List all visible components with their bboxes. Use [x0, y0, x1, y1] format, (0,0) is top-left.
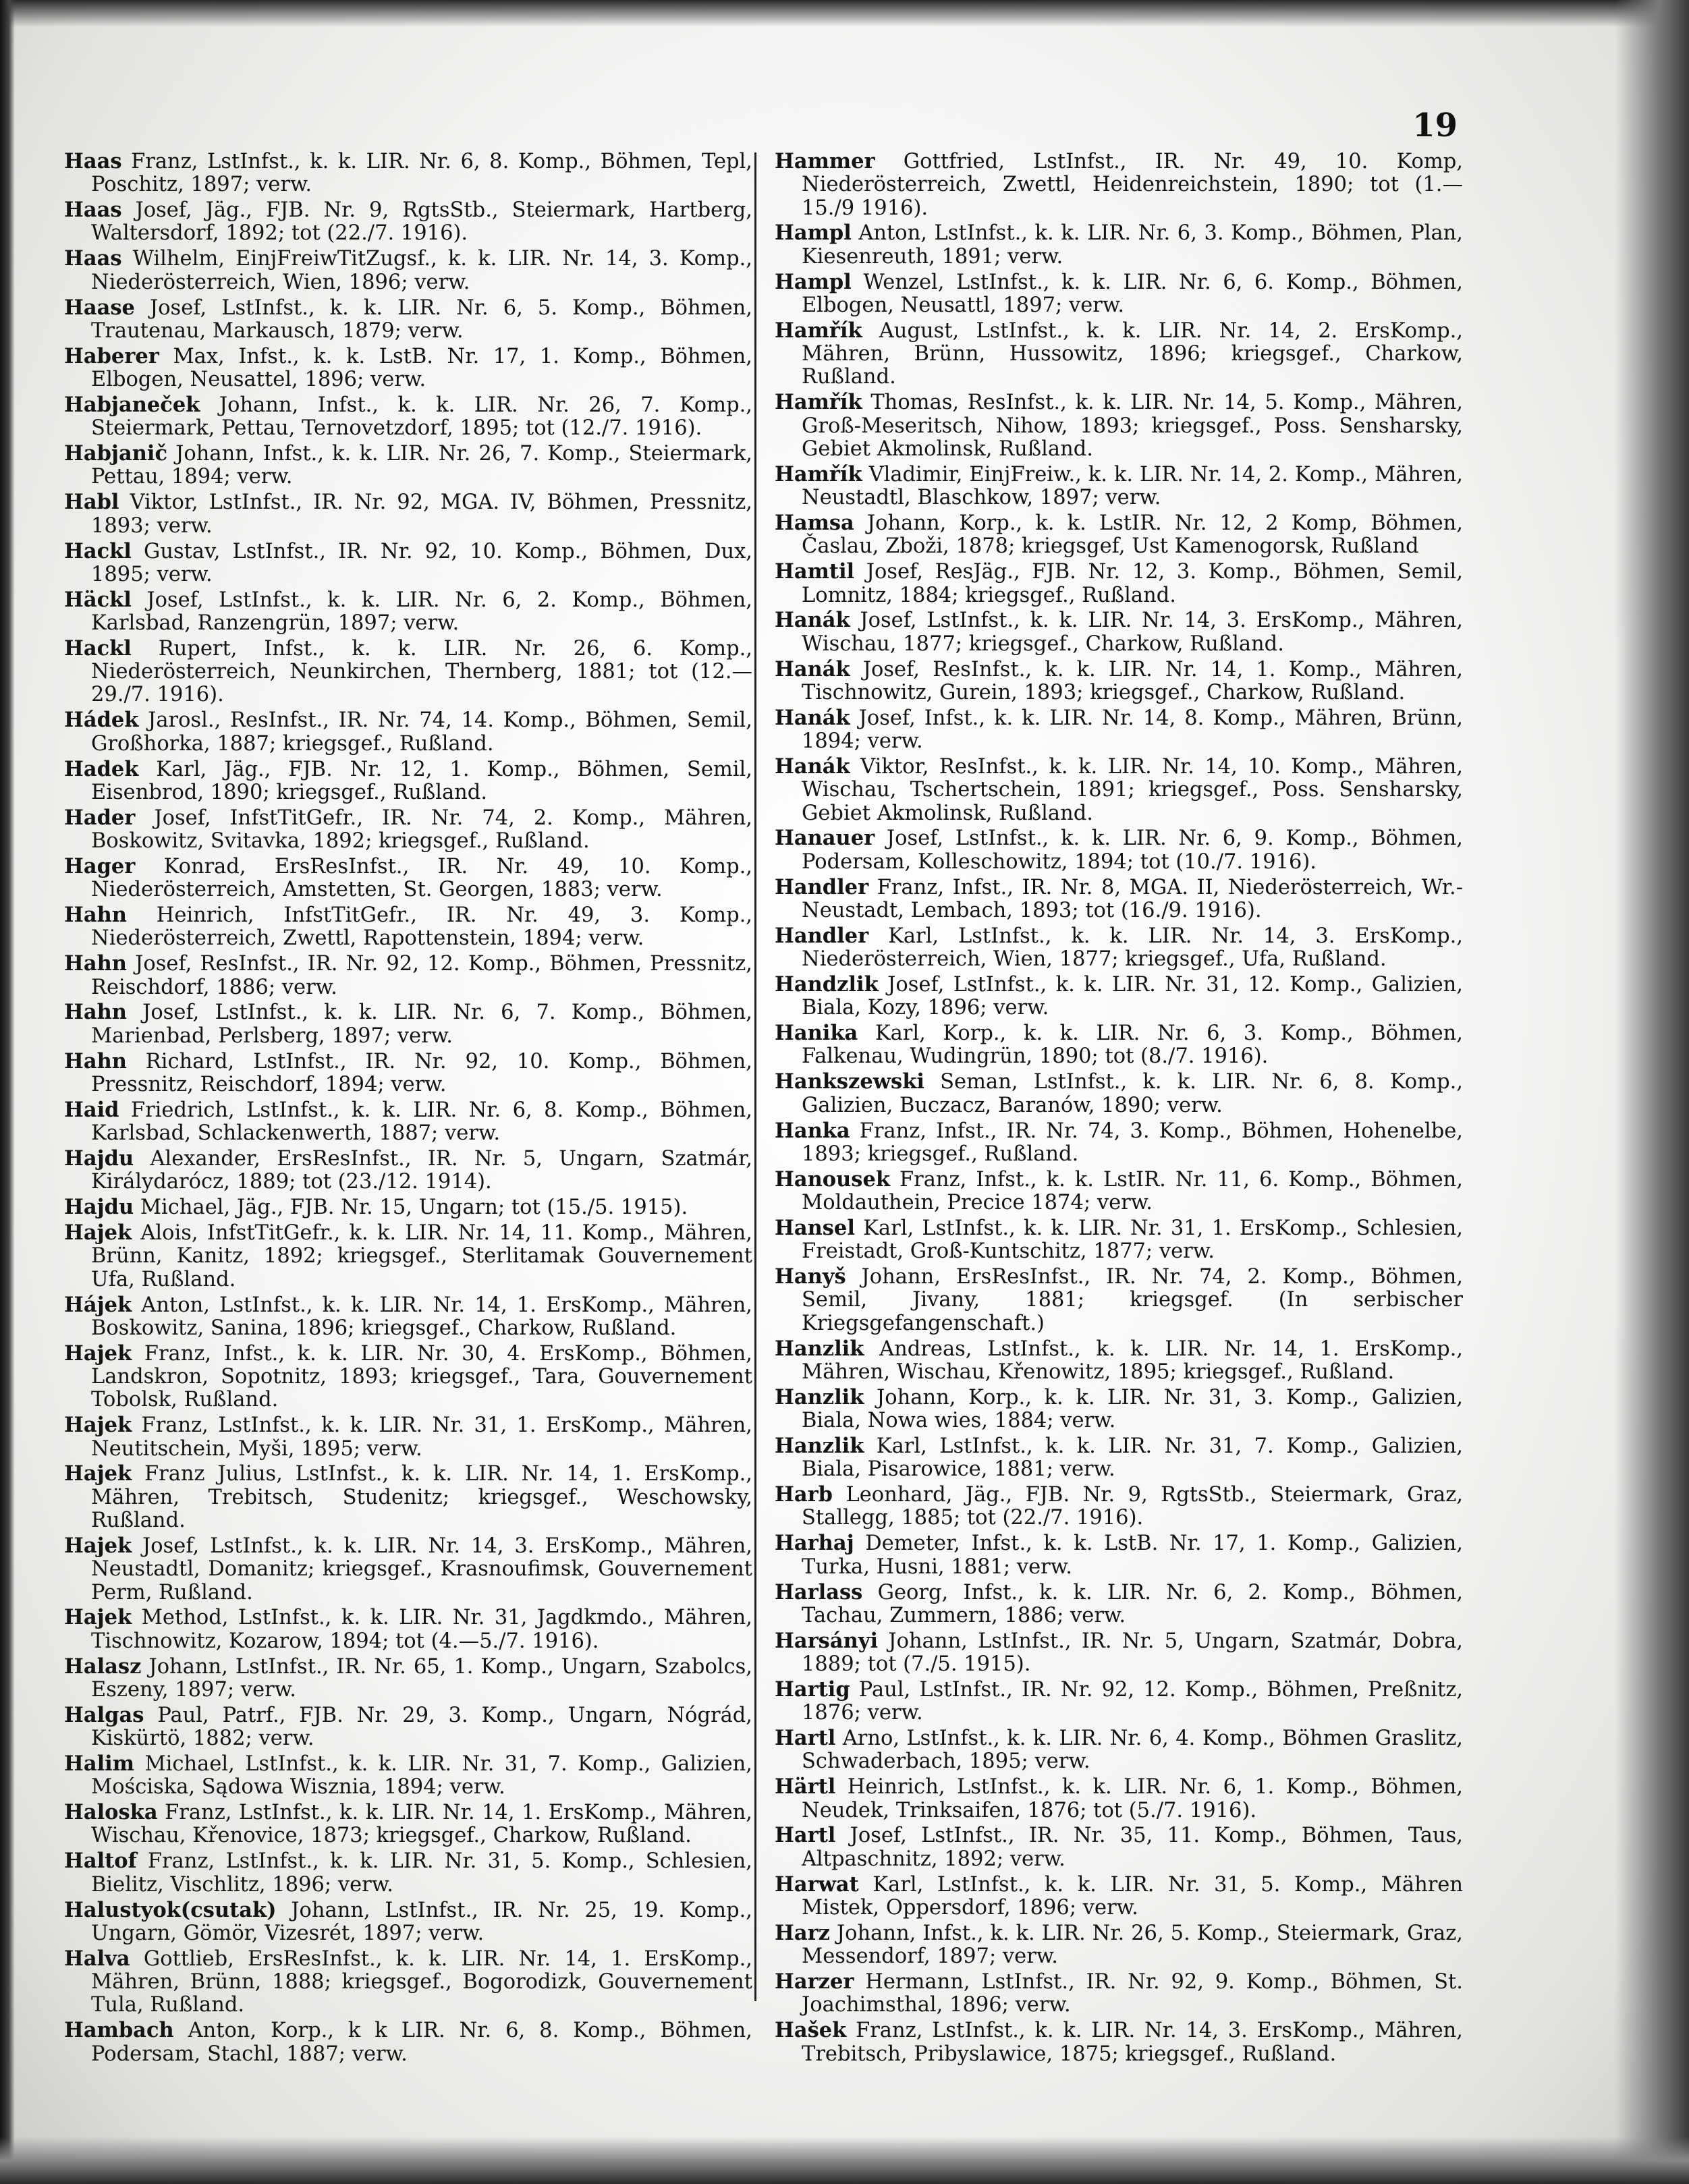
- entry-surname: Hájek: [64, 1292, 132, 1317]
- list-entry: [64, 393, 752, 441]
- entry-details: Josef, Jäg., FJB. Nr. 9, RgtsStb., Steiermark, Hartberg, Waltersdorf, 1892; tot (22./7. 1916).: [91, 198, 752, 246]
- entry-details: Josef, ResInfst., k. k. LIR. Nr. 14, 1. Komp., Mähren, Tischnowitz, Gurein, 1893; kriegsgef., Charkow, Rußland.: [802, 657, 1463, 704]
- entry-surname: Harzer: [775, 1969, 854, 1994]
- list-entry: [775, 1337, 1463, 1384]
- list-entry: [64, 1704, 752, 1751]
- list-entry: [64, 1293, 752, 1341]
- entry-surname: Hanák: [775, 754, 850, 779]
- entry-surname: Härtl: [775, 1774, 836, 1799]
- list-entry: [775, 2019, 1463, 2066]
- entry-surname: Haberer: [64, 343, 159, 368]
- list-entry: [775, 221, 1463, 269]
- entry-details: Johann, LstInfst., IR. Nr. 65, 1. Komp., Ungarn, Szabolcs, Eszeny, 1897; verw.: [91, 1654, 752, 1702]
- list-entry: [64, 758, 752, 805]
- list-entry: [775, 1873, 1463, 1920]
- list-entry: [775, 1168, 1463, 1215]
- entry-surname: Handler: [775, 874, 869, 899]
- entry-details: Hermann, LstInfst., IR. Nr. 92, 9. Komp., Böhmen, St. Joachimsthal, 1896; verw.: [802, 1970, 1463, 2017]
- entry-details: Josef, LstInfst., k. k. LIR. Nr. 6, 2. Komp., Böhmen, Karlsbad, Ranzengrün, 1897; verw.: [91, 588, 752, 635]
- list-entry: [775, 1216, 1463, 1264]
- entry-surname: Halasz: [64, 1654, 142, 1679]
- list-entry: [64, 1752, 752, 1799]
- entry-details: Heinrich, InfstTitGefr., IR. Nr. 49, 3. Komp., Niederösterreich, Zwettl, Rapottenstein, 1894; verw.: [91, 903, 752, 951]
- list-entry: [64, 150, 752, 197]
- entry-details: Karl, Jäg., FJB. Nr. 12, 1. Komp., Böhmen, Semil, Eisenbrod, 1890; kriegsgef., Rußland.: [91, 757, 752, 804]
- entry-details: Thomas, ResInfst., k. k. LIR. Nr. 14, 5. Komp., Mähren, Groß-Meseritsch, Nihow, 1893; kriegsgef., Poss. Sensharsky, Gebiet Akmolinsk, Rußland.: [802, 391, 1463, 461]
- right-column: [775, 150, 1463, 2067]
- entry-details: Josef, InfstTitGefr., IR. Nr. 74, 2. Komp., Mähren, Boskowitz, Svitavka, 1892; kriegsgef., Rußland.: [91, 806, 752, 853]
- entry-details: Seman, LstInfst., k. k. LIR. Nr. 6, 8. Komp., Galizien, Buczacz, Baranów, 1890; verw.: [802, 1070, 1463, 1117]
- list-entry: [64, 855, 752, 902]
- entry-surname: Hader: [64, 805, 136, 830]
- entry-details: Karl, Korp., k. k. LIR. Nr. 6, 3. Komp., Böhmen, Falkenau, Wudingrün, 1890; tot (8./7. 1916).: [802, 1021, 1463, 1069]
- entry-surname: Hamsa: [775, 511, 854, 536]
- entry-details: Alexander, ErsResInfst., IR. Nr. 5, Ungarn, Szatmár, Királydarócz, 1889; tot (23./12. 1914).: [91, 1147, 752, 1194]
- list-entry: [775, 271, 1463, 318]
- list-entry: [775, 391, 1463, 461]
- entry-details: Josef, LstInfst., k. k. LIR. Nr. 31, 12. Komp., Galizien, Biala, Kozy, 1896; verw.: [802, 973, 1463, 1020]
- list-entry: [64, 2019, 752, 2066]
- entry-details: Josef, ResInfst., IR. Nr. 92, 12. Komp., Böhmen, Pressnitz, Reischdorf, 1886; verw.: [91, 952, 752, 999]
- entry-details: Konrad, ErsResInfst., IR. Nr. 49, 10. Komp., Niederösterreich, Amstetten, St. Georgen, 1883; verw.: [91, 854, 752, 902]
- list-entry: [775, 1678, 1463, 1725]
- entry-details: Method, LstInfst., k. k. LIR. Nr. 31, Jagdkmdo., Mähren, Tischnowitz, Kozarow, 1894; tot (4.—5./7. 1916).: [91, 1606, 752, 1653]
- entry-surname: Hanák: [775, 608, 850, 633]
- list-entry: [64, 952, 752, 999]
- list-entry: [64, 1606, 752, 1653]
- entry-surname: Hahn: [64, 1000, 127, 1025]
- entry-surname: Hanák: [775, 656, 850, 681]
- entry-details: Alois, InfstTitGefr., k. k. LIR. Nr. 14, 11. Komp., Mähren, Brünn, Kanitz, 1892; kriegsgef., Sterlitamak Gouvernement Ufa, Rußland.: [91, 1221, 752, 1291]
- entry-details: Wilhelm, EinjFreiwTitZugsf., k. k. LIR. Nr. 14, 3. Komp., Niederösterreich, Wien, 1896; verw.: [91, 247, 752, 294]
- entry-surname: Hanka: [775, 1118, 850, 1143]
- list-entry: [64, 1899, 752, 1946]
- entry-details: Jarosl., ResInfst., IR. Nr. 74, 14. Komp., Böhmen, Semil, Großhorka, 1887; kriegsgef., Rußland.: [91, 708, 752, 756]
- entry-details: Josef, LstInfst., k. k. LIR. Nr. 6, 9. Komp., Böhmen, Podersam, Kolleschowitz, 1894; tot (10./7. 1916).: [802, 827, 1463, 874]
- entry-surname: Harwat: [775, 1872, 859, 1897]
- entry-surname: Hanika: [775, 1021, 858, 1046]
- entry-details: Josef, LstInfst., IR. Nr. 35, 11. Komp., Böhmen, Taus, Altpaschnitz, 1892; verw.: [802, 1824, 1463, 1871]
- entry-surname: Haloska: [64, 1800, 158, 1825]
- entry-surname: Halva: [64, 1946, 130, 1971]
- list-entry: [775, 1629, 1463, 1677]
- entry-surname: Haase: [64, 295, 135, 320]
- entry-details: Johann, LstInfst., IR. Nr. 25, 19. Komp., Ungarn, Gömör, Vizesrét, 1897; verw.: [91, 1898, 752, 1945]
- entry-surname: Hamtil: [775, 559, 855, 584]
- list-entry: [775, 1532, 1463, 1579]
- entry-surname: Haid: [64, 1097, 119, 1122]
- list-entry: [64, 345, 752, 392]
- list-entry: [775, 876, 1463, 923]
- entry-details: Rupert, Infst., k. k. LIR. Nr. 26, 6. Komp., Niederösterreich, Neunkirchen, Thernberg, 1881; tot (12.—29./7. 1916).: [91, 636, 752, 707]
- list-entry: [775, 1775, 1463, 1822]
- entry-surname: Hajdu: [64, 1195, 134, 1220]
- list-entry: [64, 1147, 752, 1194]
- entry-details: Richard, LstInfst., IR. Nr. 92, 10. Komp., Böhmen, Pressnitz, Reischdorf, 1894; verw.: [91, 1049, 752, 1096]
- list-entry: [775, 1021, 1463, 1069]
- list-entry: [64, 1196, 752, 1219]
- entry-surname: Hanousek: [775, 1167, 890, 1192]
- entry-details: Heinrich, LstInfst., k. k. LIR. Nr. 6, 1. Komp., Böhmen, Neudek, Trinksaifen, 1876; tot (5./7. 1916).: [802, 1775, 1463, 1822]
- entry-details: August, LstInfst., k. k. LIR. Nr. 14, 2. ErsKomp., Mähren, Brünn, Hussowitz, 1896; kriegsgef., Charkow, Rußland.: [802, 318, 1463, 389]
- list-entry: [64, 1655, 752, 1702]
- list-entry: [64, 1534, 752, 1604]
- list-entry: [64, 540, 752, 587]
- entry-details: Paul, Patrf., FJB. Nr. 29, 3. Komp., Ungarn, Nógrád, Kiskürtö, 1882; verw.: [91, 1703, 752, 1751]
- entry-surname: Hahn: [64, 951, 127, 976]
- list-entry: [775, 1922, 1463, 1969]
- entry-surname: Hamřík: [775, 390, 862, 415]
- list-entry: [775, 827, 1463, 874]
- entry-details: Johann, Korp., k. k. LIR. Nr. 31, 3. Komp., Galizien, Biala, Nowa wies, 1884; verw.: [802, 1385, 1463, 1433]
- list-entry: [64, 708, 752, 756]
- entry-details: Josef, LstInfst., k. k. LIR. Nr. 14, 3. ErsKomp., Mähren, Wischau, 1877; kriegsgef., Charkow, Rußland.: [802, 609, 1463, 656]
- entry-surname: Hajek: [64, 1605, 132, 1630]
- entry-details: Paul, LstInfst., IR. Nr. 92, 12. Komp., Böhmen, Preßnitz, 1876; verw.: [802, 1677, 1463, 1725]
- list-entry: [775, 1581, 1463, 1628]
- entry-surname: Haltof: [64, 1849, 137, 1874]
- entry-details: Anton, LstInfst., k. k. LIR. Nr. 14, 1. ErsKomp., Mähren, Boskowitz, Sanina, 1896; kriegsgef., Charkow, Rußland.: [91, 1293, 752, 1340]
- entry-details: Anton, Korp., k k LIR. Nr. 6, 8. Komp., Böhmen, Podersam, Stachl, 1887; verw.: [91, 2019, 752, 2066]
- entry-details: Wenzel, LstInfst., k. k. LIR. Nr. 6, 6. Komp., Böhmen, Elbogen, Neusattl, 1897; verw.: [802, 270, 1463, 317]
- entry-details: Karl, LstInfst., k. k. LIR. Nr. 14, 3. ErsKomp., Niederösterreich, Wien, 1877; kriegsgef., Ufa, Rußland.: [802, 924, 1463, 972]
- entry-details: Michael, LstInfst., k. k. LIR. Nr. 31, 7. Komp., Galizien, Mościska, Sądowa Wisznia, 1894; verw.: [91, 1752, 752, 1799]
- entry-surname: Hammer: [775, 149, 875, 173]
- list-entry: [775, 1070, 1463, 1117]
- entry-details: Karl, LstInfst., k. k. LIR. Nr. 31, 7. Komp., Galizien, Biala, Pisarowice, 1881; verw.: [802, 1434, 1463, 1482]
- entry-surname: Habjaneček: [64, 392, 200, 417]
- entry-surname: Hackl: [64, 538, 132, 563]
- entry-details: Demeter, Infst., k. k. LstB. Nr. 17, 1. Komp., Galizien, Turka, Husni, 1881; verw.: [802, 1532, 1463, 1579]
- entry-surname: Hajek: [64, 1221, 132, 1245]
- list-entry: [64, 1001, 752, 1048]
- list-entry: [775, 1824, 1463, 1871]
- entry-surname: Handzlik: [775, 972, 879, 997]
- list-entry: [64, 1849, 752, 1897]
- list-entry: [64, 1221, 752, 1291]
- list-entry: [64, 198, 752, 246]
- entry-details: Michael, Jäg., FJB. Nr. 15, Ungarn; tot (15./5. 1915).: [134, 1196, 688, 1220]
- entry-surname: Harhaj: [775, 1531, 854, 1556]
- entry-surname: Hampl: [775, 269, 852, 294]
- entry-surname: Hamřík: [775, 318, 862, 343]
- list-entry: [64, 247, 752, 294]
- list-entry: [775, 1386, 1463, 1433]
- entry-surname: Hajek: [64, 1413, 132, 1438]
- list-entry: [64, 296, 752, 343]
- entry-details: Johann, Infst., k. k. LIR. Nr. 26, 7. Komp., Steiermark, Pettau, Ternovetzdorf, 1895; tot (12./7. 1916).: [91, 393, 752, 441]
- list-entry: [64, 442, 752, 489]
- entry-details: Georg, Infst., k. k. LIR. Nr. 6, 2. Komp., Böhmen, Tachau, Zummern, 1886; verw.: [802, 1580, 1463, 1627]
- entry-details: Josef, Infst., k. k. LIR. Nr. 14, 8. Komp., Mähren, Brünn, 1894; verw.: [802, 706, 1463, 754]
- entry-details: Friedrich, LstInfst., k. k. LIR. Nr. 6, 8. Komp., Böhmen, Karlsbad, Schlackenwerth, 1887; verw.: [91, 1098, 752, 1146]
- list-entry: [775, 319, 1463, 389]
- list-entry: [775, 1434, 1463, 1482]
- entry-details: Franz, LstInfst., k. k. LIR. Nr. 31, 5. Komp., Schlesien, Bielitz, Vischlitz, 1896; verw.: [91, 1849, 752, 1897]
- entry-surname: Hádek: [64, 708, 139, 733]
- entry-surname: Hahn: [64, 903, 127, 928]
- entry-details: Franz, Infst., k. k. LIR. Nr. 30, 4. ErsKomp., Böhmen, Landskron, Sopotnitz, 1893; kriegsgef., Tara, Gouvernement Tobolsk, Rußland.: [91, 1341, 752, 1412]
- entry-details: Johann, ErsResInfst., IR. Nr. 74, 2. Komp., Böhmen, Semil, Jivany, 1881; kriegsgef. (In serbischer Kriegsgefangenschaft.): [802, 1265, 1463, 1335]
- entry-surname: Harb: [775, 1482, 833, 1507]
- list-entry: [64, 1947, 752, 2017]
- list-entry: [775, 1483, 1463, 1530]
- list-entry: [64, 903, 752, 951]
- entry-details: Franz, Infst., IR. Nr. 8, MGA. II, Niederösterreich, Wr.-Neustadt, Lembach, 1893; tot (16./9. 1916).: [802, 875, 1463, 922]
- entry-details: Franz Julius, LstInfst., k. k. LIR. Nr. 14, 1. ErsKomp., Mähren, Trebitsch, Studenitz; kriegsgef., Weschowsky, Rußland.: [91, 1462, 752, 1533]
- scan-shadow-top: [0, 0, 1689, 27]
- entry-details: Josef, LstInfst., k. k. LIR. Nr. 14, 3. ErsKomp., Mähren, Neustadtl, Domanitz; kriegsgef., Krasnoufimsk, Gouvernement Perm, Rußland.: [91, 1534, 752, 1604]
- list-entry: [775, 1265, 1463, 1335]
- entry-surname: Hansel: [775, 1215, 855, 1240]
- entry-details: Leonhard, Jäg., FJB. Nr. 9, RgtsStb., Steiermark, Graz, Stallegg, 1885; tot (22./7. 1916).: [802, 1483, 1463, 1530]
- entry-details: Johann, Korp., k. k. LstIR. Nr. 12, 2 Komp, Böhmen, Časlau, Zboži, 1878; kriegsgef, Ust Kamenogorsk, Rußland: [802, 511, 1463, 559]
- scan-shadow-right: [1615, 0, 1689, 2184]
- entry-surname: Hajek: [64, 1341, 132, 1366]
- entry-surname: Hašek: [775, 2018, 847, 2043]
- entry-details: Anton, LstInfst., k. k. LIR. Nr. 6, 3. Komp., Böhmen, Plan, Kiesenreuth, 1891; verw.: [802, 221, 1463, 269]
- entry-surname: Hanyš: [775, 1264, 846, 1289]
- page-number: 19: [1412, 107, 1458, 144]
- entry-surname: Hajdu: [64, 1146, 134, 1171]
- list-entry: [64, 1413, 752, 1461]
- list-entry: [775, 1119, 1463, 1167]
- entry-details: Johann, Infst., k. k. LIR. Nr. 26, 7. Komp., Steiermark, Pettau, 1894; verw.: [91, 442, 752, 489]
- entry-surname: Hanzlik: [775, 1384, 864, 1409]
- entry-surname: Hanzlik: [775, 1433, 864, 1458]
- entry-surname: Hartl: [775, 1726, 836, 1751]
- list-entry: [64, 1342, 752, 1412]
- entry-surname: Hager: [64, 853, 136, 878]
- entry-details: Gustav, LstInfst., IR. Nr. 92, 10. Komp., Böhmen, Dux, 1895; verw.: [91, 539, 752, 586]
- list-entry: [775, 511, 1463, 559]
- entry-surname: Haas: [64, 246, 122, 271]
- entry-surname: Halim: [64, 1752, 135, 1776]
- column-divider: [754, 152, 756, 2001]
- entry-surname: Habjanič: [64, 441, 168, 466]
- entry-surname: Hanauer: [775, 826, 875, 851]
- list-entry: [775, 973, 1463, 1020]
- entry-surname: Häckl: [64, 587, 132, 612]
- entry-surname: Haas: [64, 149, 122, 173]
- list-entry: [64, 588, 752, 636]
- entry-details: Gottfried, LstInfst., IR. Nr. 49, 10. Komp, Niederösterreich, Zwettl, Heidenreichstein, 1890; tot (1.—15./9 1916).: [802, 150, 1463, 220]
- list-entry: [64, 637, 752, 707]
- entry-details: Viktor, ResInfst., k. k. LIR. Nr. 14, 10. Komp., Mähren, Wischau, Tschertschein, 1891; kriegsgef., Poss. Sensharsky, Gebiet Akmolinsk, Rußland.: [802, 754, 1463, 825]
- list-entry: [775, 609, 1463, 656]
- entry-surname: Harz: [775, 1920, 830, 1945]
- entry-surname: Hackl: [64, 636, 132, 661]
- entry-surname: Hamřík: [775, 461, 862, 486]
- entry-surname: Hankszewski: [775, 1069, 924, 1094]
- list-entry: [64, 1050, 752, 1097]
- list-entry: [775, 658, 1463, 705]
- entry-surname: Hartl: [775, 1823, 836, 1848]
- list-entry: [775, 560, 1463, 607]
- entry-surname: Halustyok(csutak): [64, 1897, 277, 1922]
- list-entry: [775, 755, 1463, 825]
- entry-surname: Hanzlik: [775, 1336, 864, 1361]
- entry-surname: Harlass: [775, 1579, 863, 1604]
- entry-details: Franz, Infst., k. k. LstIR. Nr. 11, 6. Komp., Böhmen, Moldauthein, Precice 1874; verw.: [802, 1167, 1463, 1215]
- list-entry: [64, 1462, 752, 1532]
- entry-surname: Hartig: [775, 1677, 850, 1702]
- left-column: [64, 150, 752, 2067]
- entry-details: Karl, LstInfst., k. k. LIR. Nr. 31, 1. ErsKomp., Schlesien, Freistadt, Groß-Kuntschitz, 1877; verw.: [802, 1216, 1463, 1264]
- entry-details: Arno, LstInfst., k. k. LIR. Nr. 6, 4. Komp., Böhmen Graslitz, Schwaderbach, 1895; verw.: [802, 1727, 1463, 1774]
- list-entry: [775, 706, 1463, 754]
- entry-details: Johann, LstInfst., IR. Nr. 5, Ungarn, Szatmár, Dobra, 1889; tot (7./5. 1915).: [802, 1629, 1463, 1677]
- entry-details: Franz, LstInfst., k. k. LIR. Nr. 6, 8. Komp., Böhmen, Tepl, Poschitz, 1897; verw.: [91, 150, 752, 197]
- entry-surname: Hampl: [775, 221, 852, 246]
- entry-surname: Harsányi: [775, 1628, 879, 1653]
- entry-details: Andreas, LstInfst., k. k. LIR. Nr. 14, 1. ErsKomp., Mähren, Wischau, Křenowitz, 1895; kriegsgef., Rußland.: [802, 1337, 1463, 1384]
- entry-surname: Hahn: [64, 1048, 127, 1073]
- entry-details: Max, Infst., k. k. LstB. Nr. 17, 1. Komp., Böhmen, Elbogen, Neusattel, 1896; verw.: [91, 344, 752, 392]
- entry-surname: Habl: [64, 490, 119, 515]
- entry-details: Josef, ResJäg., FJB. Nr. 12, 3. Komp., Böhmen, Semil, Lomnitz, 1884; kriegsgef., Rußland.: [802, 560, 1463, 607]
- entry-surname: Hajek: [64, 1533, 132, 1558]
- entry-details: Franz, LstInfst., k. k. LIR. Nr. 14, 3. ErsKomp., Mähren, Trebitsch, Pribyslawice, 1875; kriegsgef., Rußland.: [802, 2019, 1463, 2066]
- list-entry: [775, 924, 1463, 972]
- entry-details: Gottlieb, ErsResInfst., k. k. LIR. Nr. 14, 1. ErsKomp., Mähren, Brünn, 1888; kriegsgef., Bogorodizk, Gouvernement Tula, Rußland.: [91, 1947, 752, 2017]
- entry-surname: Hadek: [64, 756, 139, 781]
- scan-shadow-bottom: [0, 2137, 1689, 2184]
- list-entry: [775, 1727, 1463, 1774]
- entry-details: Franz, LstInfst., k. k. LIR. Nr. 14, 1. ErsKomp., Mähren, Wischau, Křenovice, 1873; kriegsgef., Charkow, Rußland.: [91, 1801, 752, 1848]
- entry-surname: Hajek: [64, 1461, 132, 1486]
- entry-details: Viktor, LstInfst., IR. Nr. 92, MGA. IV, Böhmen, Pressnitz, 1893; verw.: [91, 491, 752, 538]
- entry-details: Franz, LstInfst., k. k. LIR. Nr. 31, 1. ErsKomp., Mähren, Neutitschein, Myši, 1895; verw.: [91, 1413, 752, 1461]
- entry-surname: Handler: [775, 923, 869, 948]
- list-entry: [64, 1098, 752, 1146]
- list-entry: [775, 1970, 1463, 2017]
- entry-surname: Hambach: [64, 2018, 174, 2043]
- list-entry: [64, 491, 752, 538]
- entry-details: Josef, LstInfst., k. k. LIR. Nr. 6, 7. Komp., Böhmen, Marienbad, Perlsberg, 1897; verw.: [91, 1001, 752, 1048]
- entry-surname: Hanák: [775, 705, 850, 730]
- entry-details: Franz, Infst., IR. Nr. 74, 3. Komp., Böhmen, Hohenelbe, 1893; kriegsgef., Rußland.: [802, 1119, 1463, 1166]
- entry-details: Josef, LstInfst., k. k. LIR. Nr. 6, 5. Komp., Böhmen, Trautenau, Markausch, 1879; verw.: [91, 296, 752, 343]
- list-entry: [64, 806, 752, 853]
- entry-surname: Haas: [64, 198, 122, 223]
- entry-surname: Halgas: [64, 1702, 144, 1727]
- list-entry: [775, 150, 1463, 220]
- entry-details: Vladimir, EinjFreiw., k. k. LIR. Nr. 14, 2. Komp., Mähren, Neustadtl, Blaschkow, 1897; verw.: [802, 462, 1463, 510]
- list-entry: [64, 1801, 752, 1848]
- list-entry: [775, 463, 1463, 510]
- entry-details: Karl, LstInfst., k. k. LIR. Nr. 31, 5. Komp., Mähren Mistek, Oppersdorf, 1896; verw.: [802, 1872, 1463, 1920]
- entry-details: Johann, Infst., k. k. LIR. Nr. 26, 5. Komp., Steiermark, Graz, Messendorf, 1897; verw.: [802, 1921, 1463, 1969]
- book-spine-edge: [0, 0, 15, 2184]
